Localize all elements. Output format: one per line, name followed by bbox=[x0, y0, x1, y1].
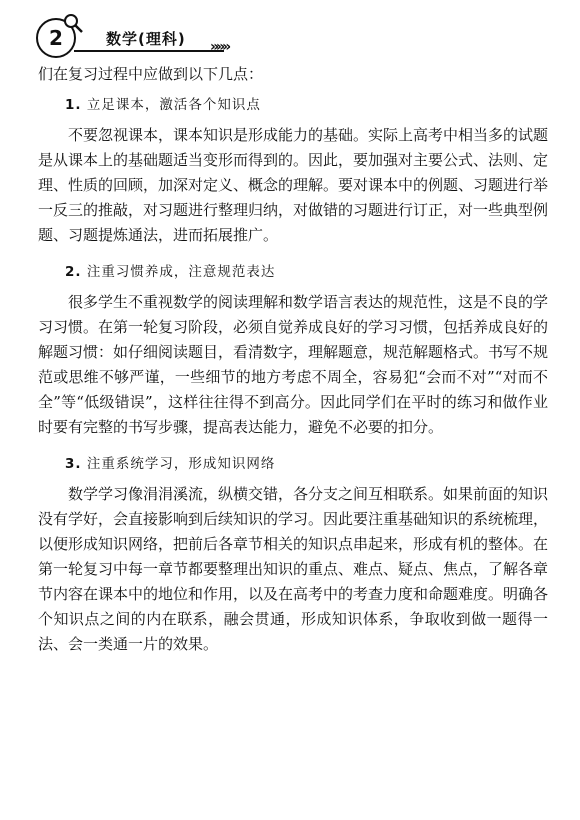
section-heading-text: 立足课本，激活各个知识点 bbox=[86, 97, 261, 113]
section-number: 3. bbox=[65, 456, 82, 472]
intro-text: 们在复习过程中应做到以下几点： bbox=[38, 65, 264, 83]
section-number: 2. bbox=[65, 264, 82, 280]
page-header bbox=[36, 18, 296, 62]
header-rule bbox=[74, 50, 224, 52]
section-paragraph-2: 很多学生不重视数学的阅读理解和数学语言表达的规范性，这是不良的学习习惯。在第一轮复习阶段，必须自觉养成良好的学习习惯，包括养成良好的解题习惯：如仔细阅读题目，看清数字，理解题意，规范解题格式。书写不规范或思维不够严谨，一些细节的地方考虑不周全，容易犯“会而不对”“对而不全”等“低级错误”，这样往往得不到高分。因此同学们在平时的练习和做作业时要有完整的书写步骤，提高表达能力，避免不必要的扣分。 bbox=[38, 293, 549, 436]
section-heading-2 bbox=[38, 260, 548, 284]
section-number: 1. bbox=[65, 97, 82, 113]
section-heading-3 bbox=[38, 452, 548, 476]
section-heading-text: 注重系统学习，形成知识网络 bbox=[86, 456, 276, 472]
magnifier-icon bbox=[62, 12, 84, 34]
page-number: 2 bbox=[49, 26, 63, 50]
arrows-decoration: »»» bbox=[210, 39, 229, 55]
section-heading-text: 注重习惯养成，注意规范表达 bbox=[86, 264, 276, 280]
section-paragraph-3: 数学学习像涓涓溪流，纵横交错，各分支之间互相联系。如果前面的知识没有学好，会直接影响到后续知识的学习。因此要注重基础知识的系统梳理，以便形成知识网络，把前后各章节相关的知识点串起来，形成有机的整体。在第一轮复习中每一章节都要整理出知识的重点、难点、疑点、焦点，了解各章节内容在课本中的地位和作用，以及在高考中的考查力度和命题难度。明确各个知识点之间的内在联系，融会贯通，形成知识体系，争取收到做一题得一法、会一类通一片的效果。 bbox=[38, 485, 549, 653]
page-content bbox=[38, 62, 548, 657]
section-title: 数学(理科) bbox=[106, 30, 186, 48]
section-heading-1 bbox=[38, 93, 548, 117]
section-paragraph-1: 不要忽视课本，课本知识是形成能力的基础。实际上高考中相当多的试题是从课本上的基础题适当变形而得到的。因此，要加强对主要公式、法则、定理、性质的回顾，加深对定义、概念的理解。要对课本中的例题、习题进行举一反三的推敲，对习题进行整理归纳，对做错的习题进行订正，对一些典型例题、习题提炼通法，进而拓展推广。 bbox=[38, 126, 549, 244]
